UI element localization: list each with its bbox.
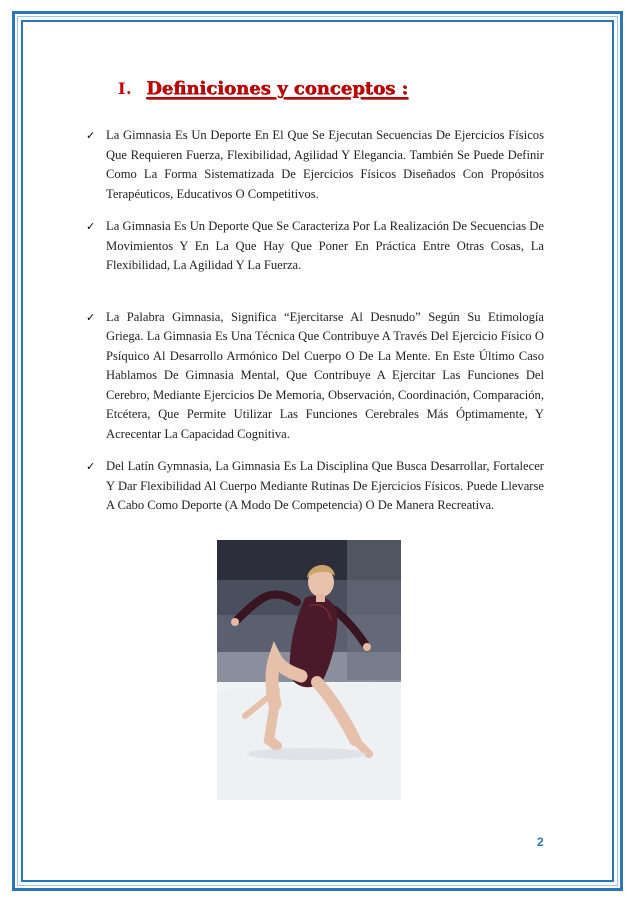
page-number: 2 xyxy=(537,835,544,849)
checkmark-icon: ✓ xyxy=(86,220,96,233)
section-title: Definiciones y conceptos : xyxy=(146,78,409,99)
checkmark-icon: ✓ xyxy=(86,460,96,473)
list-item xyxy=(86,217,548,276)
list-item xyxy=(86,308,548,445)
list-item xyxy=(86,457,548,516)
bullet-list xyxy=(86,126,548,516)
checkmark-icon: ✓ xyxy=(86,310,96,324)
section-number: I. xyxy=(118,79,133,98)
checkmark-icon: ✓ xyxy=(86,129,96,142)
list-item-text: La Palabra Gimnasia, Significa “Ejercitarse Al Desnudo” Según Su Etimología Griega. La Gimnasia Es Una Técnica Que Contribuye A Través Del Ejercicio Físico O Psíquico Al Desarrollo Armónico Del Cuerpo O De La Mente. En Este Último Caso Hablamos De Gimnasia Mental, Que Contribuye A Ejercitar Las Funciones Del Cerebro, Mediante Ejercicios De Memoria, Observación, Coordinación, Comparación, Etcétera, Que Permite Utilizar Las Funciones Cerebrales Más Óptimamente, Y Acrecentar La Capacidad Cognitiva. xyxy=(106,309,544,441)
list-item xyxy=(86,126,548,204)
list-item-text: La Gimnasia Es Un Deporte Que Se Caracteriza Por La Realización De Secuencias De Movimientos Y En La Que Hay Que Poner En Práctica Entre Otras Cosas, La Flexibilidad, La Agilidad Y La Fuerza. xyxy=(106,219,544,272)
gymnast-illustration xyxy=(217,540,401,800)
section-heading xyxy=(118,78,408,99)
list-item-text: La Gimnasia Es Un Deporte En El Que Se Ejecutan Secuencias De Ejercicios Físicos Que Requieren Fuerza, Flexibilidad, Agilidad Y Elegancia. También Se Puede Definir Como La Forma Sistematizada De Ejercicios Físicos Diseñados Con Propósitos Terapéuticos, Educativos O Competitivos. xyxy=(106,128,544,201)
gymnast-photo xyxy=(217,540,401,800)
list-item-text: Del Latín Gymnasia, La Gimnasia Es La Disciplina Que Busca Desarrollar, Fortalecer Y Dar Flexibilidad Al Cuerpo Mediante Rutinas De Ejercicios Físicos. Puede Llevarse A Cabo Como Deporte (A Modo De Competencia) O De Manera Recreativa. xyxy=(106,459,544,512)
